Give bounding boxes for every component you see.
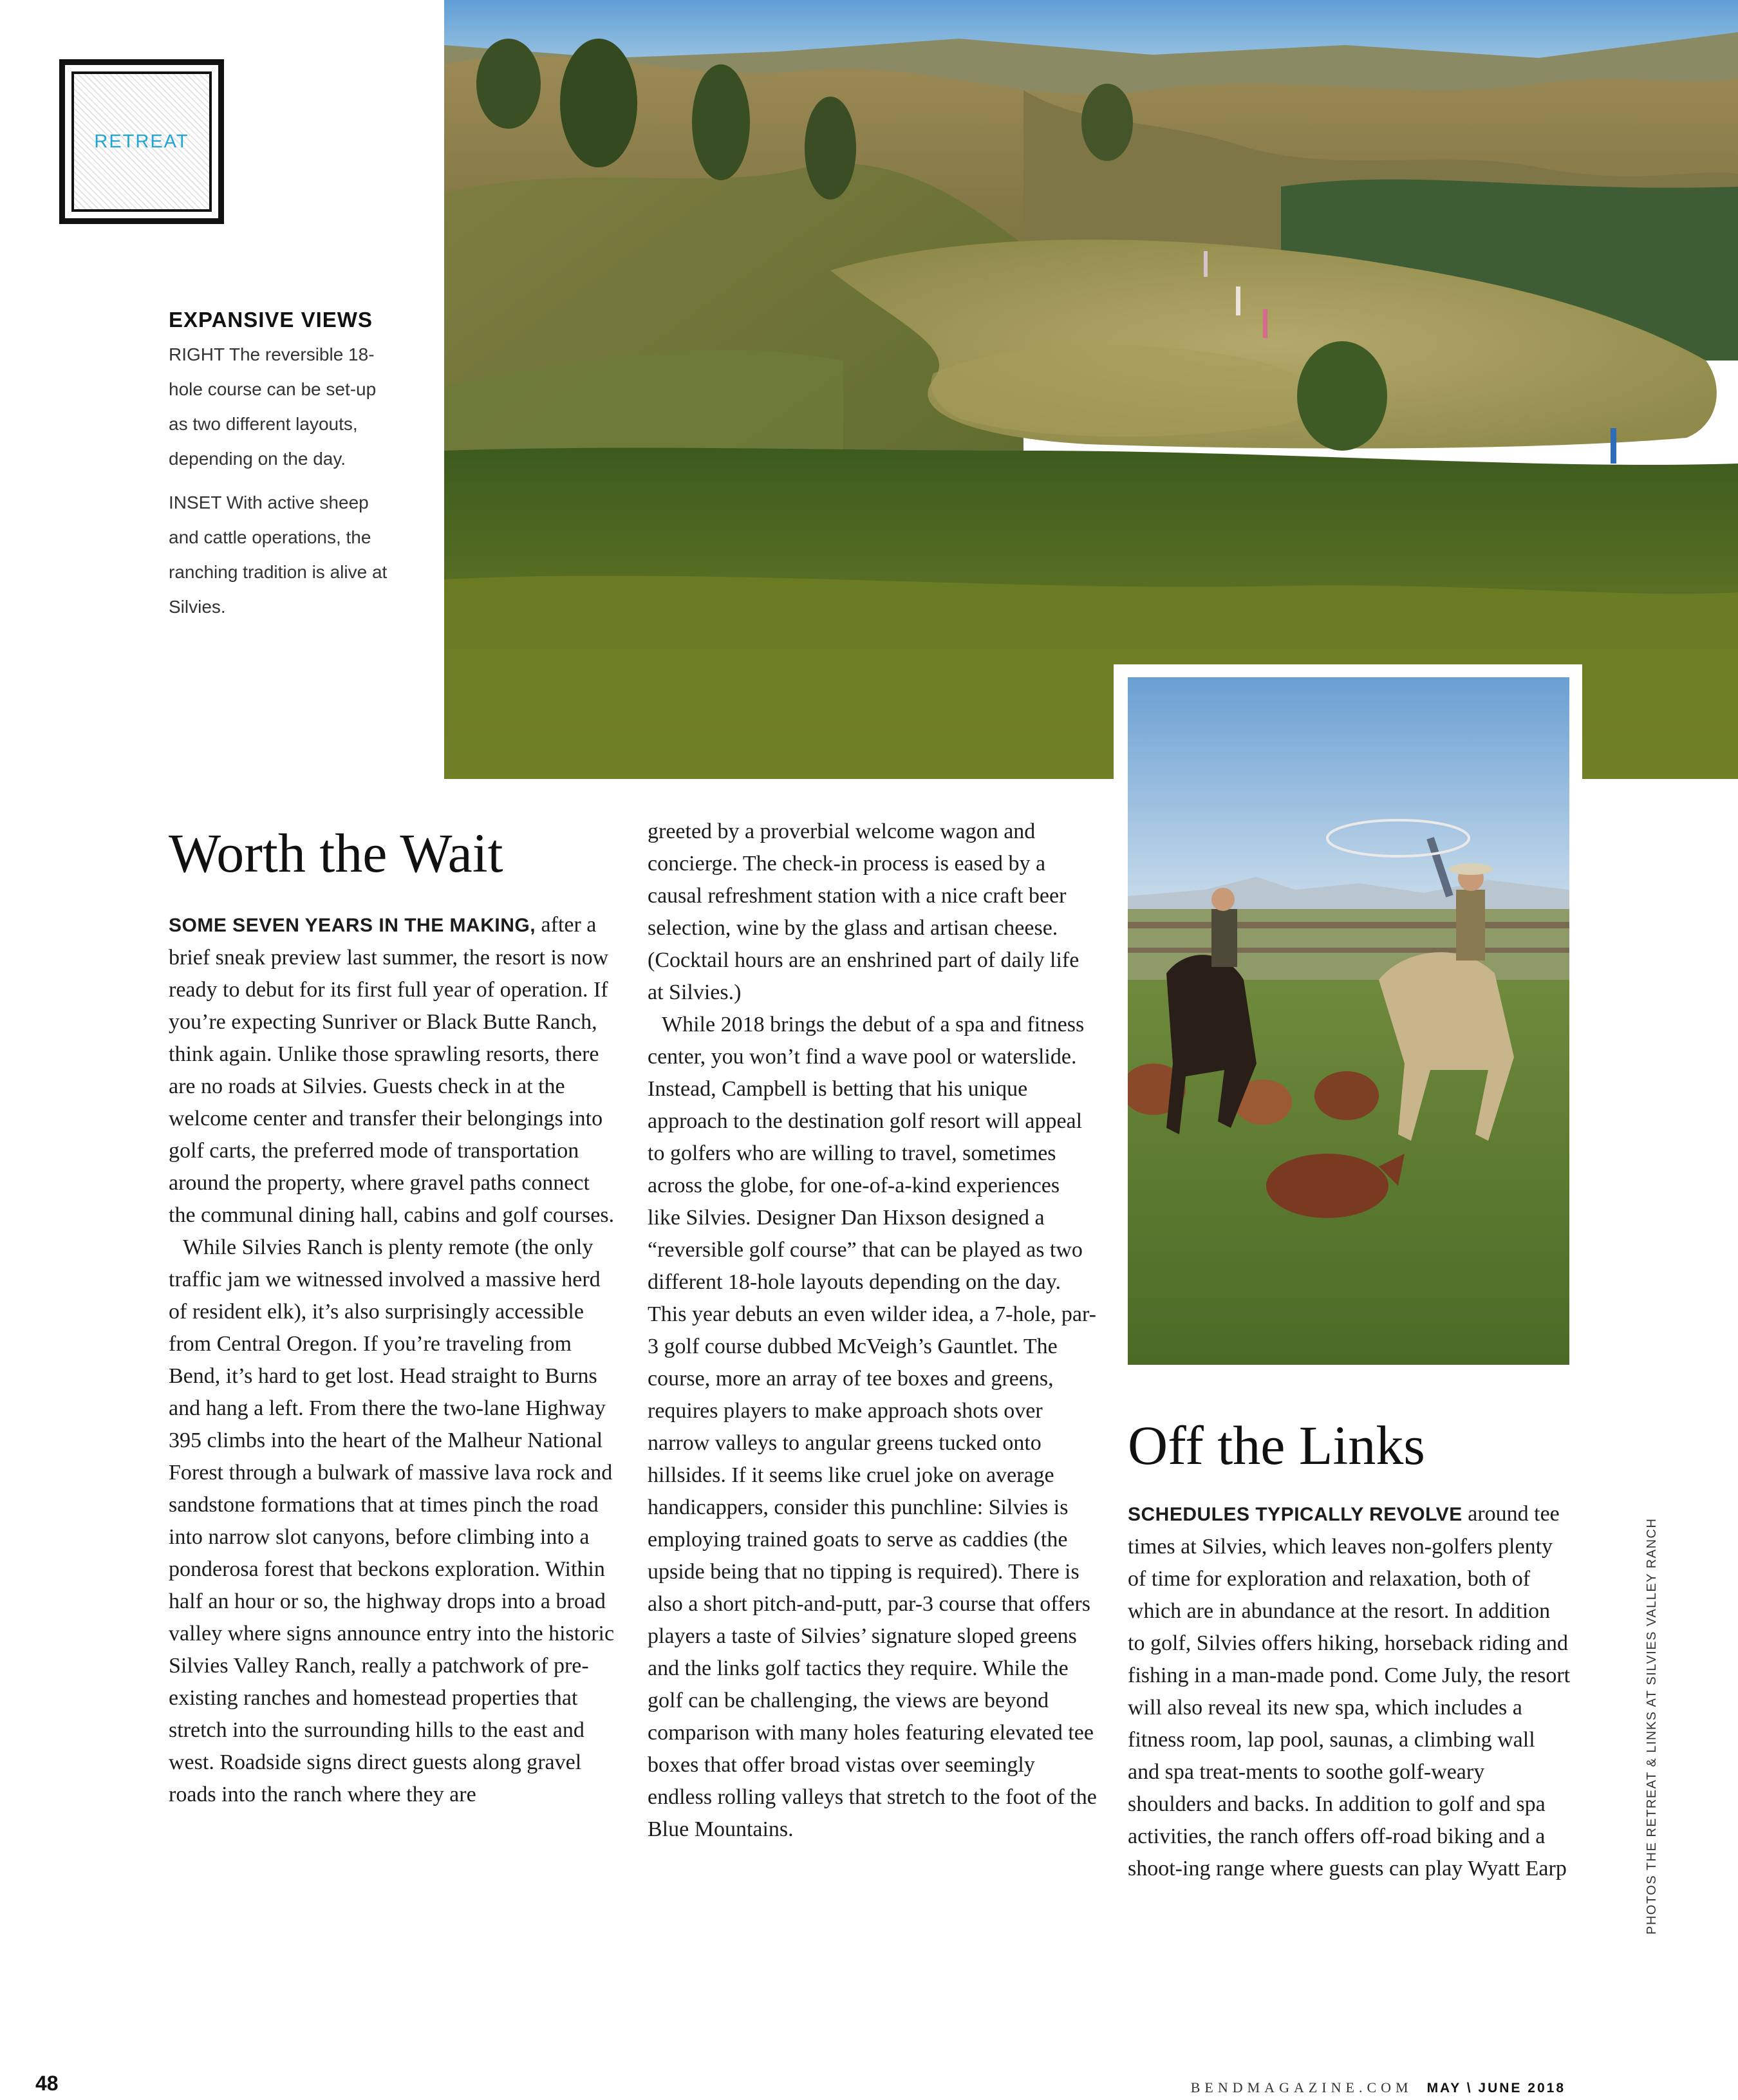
- section-label: RETREAT: [94, 131, 189, 152]
- article-headline: Worth the Wait: [169, 822, 503, 884]
- article-paragraph: While 2018 brings the debut of a spa and fitness center, you won’t find a wave pool or waterslide. Instead, Campbell is betting that his unique approach to the destination golf resort will appeal to golfers who are willing to travel, sometimes across the globe, for one-of-a-kind experiences like Silvies. Designer Dan Hixson designed a “reversible golf course” that can be played as two different 18-hole layouts depending on the day. This year debuts an even wilder idea, a 7-hole, par-3 golf course dubbed McVeigh’s Gauntlet. The course, more an array of tee boxes and greens, requires players to make approach shots over narrow valleys to angular greens tucked onto hillsides. If it seems like cruel joke on average handicappers, consider this punchline: Silvies is employing trained goats to serve as caddies (the upside being that no tipping is required). There is also a short pitch-and-putt, par-3 course that offers players a taste of Silvies’ signature sloped greens and the links golf tactics they require. While the golf can be challenging, the views are beyond comparison with many holes featuring elevated tee boxes that offer broad vistas over seemingly endless rolling valleys that stretch to the foot of the Blue Mountains.: [648, 1013, 1097, 1841]
- ranch-cowboys-photo: [1128, 677, 1569, 1365]
- photo-credit: PHOTOS THE RETREAT & LINKS AT SILVIES VALLEY RANCH: [1645, 1517, 1659, 1935]
- caption-inset: INSET With active sheep and cattle operations, the ranching tradition is alive at Silvies.: [169, 492, 388, 617]
- article-column-2: [648, 816, 1097, 1846]
- footer-folio: [1191, 2079, 1565, 2096]
- magazine-website: BENDMAGAZINE.COM: [1190, 2079, 1413, 2095]
- page-number: 48: [35, 2072, 59, 2095]
- article-lead-in: SOME SEVEN YEARS IN THE MAKING,: [169, 915, 536, 936]
- issue-date: MAY \ JUNE 2018: [1426, 2081, 1565, 2095]
- golf-course-illustration: [444, 0, 1738, 779]
- article-paragraph: [1128, 1498, 1572, 1885]
- article-lead-in: SCHEDULES TYPICALLY REVOLVE: [1128, 1504, 1462, 1525]
- section-badge: [59, 59, 224, 224]
- golf-course-photo: [444, 0, 1738, 779]
- article-paragraph: greeted by a proverbial welcome wagon and concierge. The check-in process is eased by a causal refreshment station with a nice craft beer selection, wine by the glass and artisan cheese. (Cocktail hours are an enshrined part of daily life at Silvies.): [648, 820, 1079, 1004]
- article-column-1: [169, 909, 617, 1811]
- article-paragraph: While Silvies Ranch is plenty remote (the only traffic jam we witnessed involved a massive herd of resident elk), it’s also surprisingly accessible from Central Oregon. If you’re traveling from Bend, it’s hard to get lost. Head straight to Burns and hang a left. From there the two-lane Highway 395 climbs into the heart of the Malheur National Forest through a bulwark of massive lava rock and sandstone formations that at times pinch the road into narrow slot canyons, before climbing into a ponderosa forest that beckons exploration. Within half an hour or so, the highway drops into a broad valley where signs announce entry into the historic Silvies Valley Ranch, really a patchwork of pre-existing ranches and homestead properties that stretch into the surrounding hills to the east and west. Roadside signs direct guests along gravel roads into the ranch where they are: [169, 1235, 615, 1806]
- caption-title: EXPANSIVE VIEWS: [169, 308, 373, 332]
- article-column-3: [1128, 1498, 1572, 1885]
- caption-right: RIGHT The reversible 18-hole course can be set-up as two different layouts, depending on the day.: [169, 344, 377, 469]
- section-badge-pattern: [71, 71, 212, 212]
- article-paragraph-text: after a brief sneak preview last summer, the resort is now ready to debut for its first full year of operation. If you’re expecting Sunriver or Black Butte Ranch, think again. Unlike those sprawling resorts, there are no roads at Silvies. Guests check in at the welcome center and transfer their belongings into golf carts, the preferred mode of transportation around the property, where gravel paths connect the communal dining hall, cabins and golf courses.: [169, 913, 615, 1227]
- article-paragraph: [169, 909, 617, 1232]
- cowboys-roping-illustration: [1128, 677, 1569, 1365]
- photo-caption: [169, 308, 394, 633]
- article-paragraph-text: around tee times at Silvies, which leaves non-golfers plenty of time for exploration and relaxation, both of which are in abundance at the resort. In addition to golf, Silvies offers hiking, horseback riding and fishing in a man-made pond. Come July, the resort will also reveal its new spa, which includes a fitness room, lap pool, saunas, a climbing wall and spa treat-ments to soothe golf-weary shoulders and backs. In addition to golf and spa activities, the ranch offers off-road biking and a shoot-ing range where guests can play Wyatt Earp: [1128, 1502, 1571, 1880]
- sidebar-headline: Off the Links: [1128, 1414, 1425, 1476]
